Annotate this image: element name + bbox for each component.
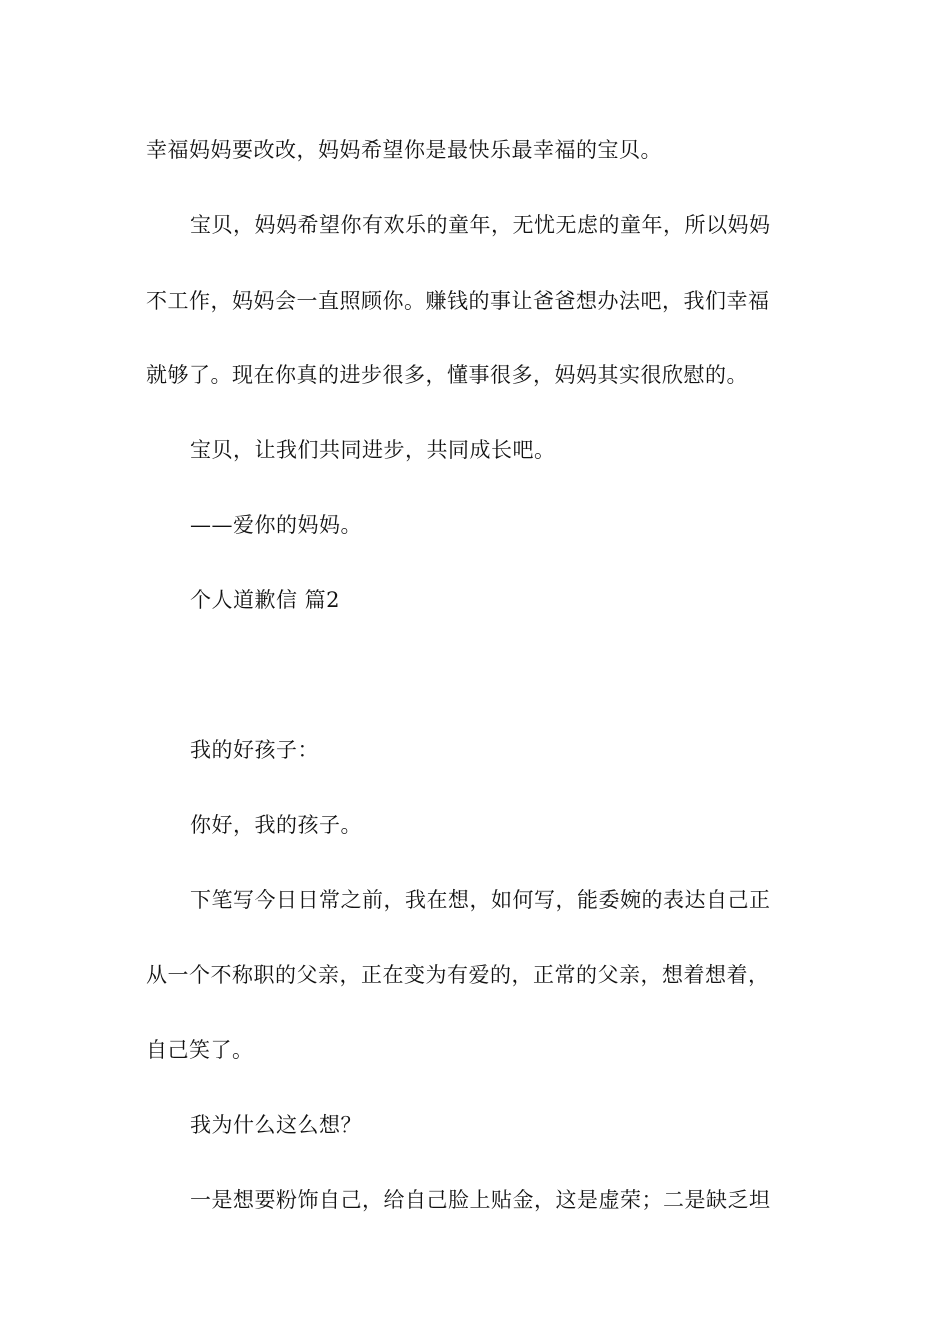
signature-line: ——爱你的妈妈。 <box>190 513 362 537</box>
text-line-14: 一是想要粉饰自己，给自己脸上贴金，这是虚荣；二是缺乏坦 <box>190 1188 771 1212</box>
text-line-4: 就够了。现在你真的进步很多，懂事很多，妈妈其实很欣慰的。 <box>146 363 748 387</box>
text-line-5: 宝贝，让我们共同进步，共同成长吧。 <box>190 438 556 462</box>
text-line-10: 下笔写今日日常之前，我在想，如何写，能委婉的表达自己正 <box>190 888 771 912</box>
salutation-line: 我的好孩子： <box>190 738 319 762</box>
text-line-11: 从一个不称职的父亲，正在变为有爱的，正常的父亲，想着想着， <box>146 963 770 987</box>
text-line-1: 幸福妈妈要改改，妈妈希望你是最快乐最幸福的宝贝。 <box>146 138 662 162</box>
section-heading: 个人道歉信 篇2 <box>190 588 341 612</box>
question-line: 我为什么这么想？ <box>190 1113 362 1137</box>
text-line-2: 宝贝，妈妈希望你有欢乐的童年，无忧无虑的童年，所以妈妈 <box>190 213 771 237</box>
greeting-line: 你好，我的孩子。 <box>190 813 362 837</box>
text-line-3: 不工作，妈妈会一直照顾你。赚钱的事让爸爸想办法吧，我们幸福 <box>146 289 770 313</box>
text-line-12: 自己笑了。 <box>146 1038 254 1062</box>
